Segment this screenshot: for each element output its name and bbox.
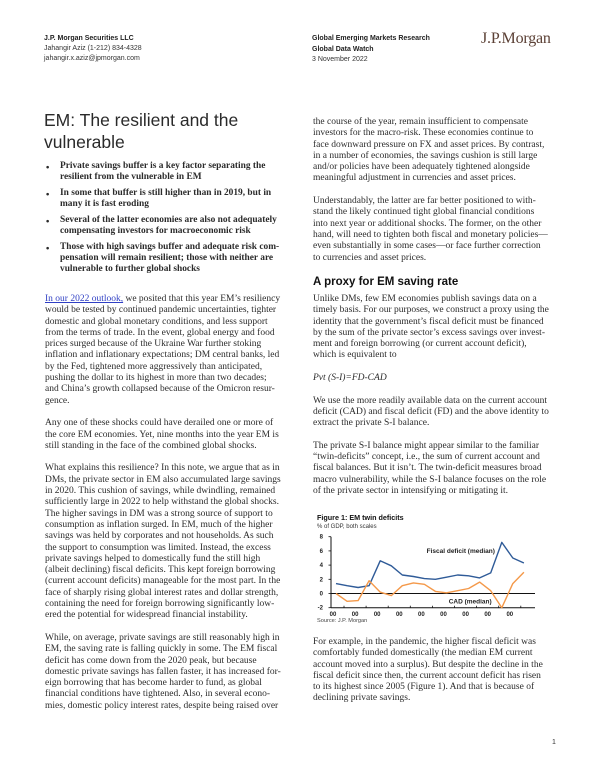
text-line: in 2020. This cushion of savings, while dwindling, remained [45, 486, 276, 497]
text-line: which is equivalent to [313, 350, 397, 361]
paragraph-savings-average [45, 633, 281, 712]
text-line: declining private savings. [313, 693, 411, 704]
header-left [44, 34, 142, 64]
x-tick-label: 00 [462, 612, 469, 619]
text-line: deficit has come down from the 2020 peak, but because [45, 655, 257, 666]
text-line: private savings helped to domestically fund the still high [45, 553, 261, 564]
text-line: mies, domestic policy interest rates, despite being raised over [45, 700, 279, 711]
text-line: domestic private savings has fallen faster, it has increased for- [45, 666, 281, 677]
text-line: comfortably funded domestically (the median EM current [313, 648, 533, 659]
paragraph-gap [313, 430, 549, 441]
left-column-body [45, 294, 281, 712]
analyst-contact: Jahangir Aziz (1-212) 834-4328 [44, 45, 142, 52]
text-line: inflation and inflationary expectations; DM central banks, led [45, 350, 280, 361]
text-line: ment and foreign borrowing (or current account deficit), [313, 339, 527, 350]
text-line: still standing in the face of the combined global shocks. [45, 440, 257, 451]
text-line: extract the private S-I balance. [313, 418, 430, 429]
research-group: Global Emerging Markets Research [312, 35, 430, 42]
text-line: Understandably, the latter are far better positioned to with- [313, 196, 536, 207]
outlook-link[interactable]: In our 2022 outlook, [45, 294, 124, 304]
text-line: Any one of these shocks could have derailed one or more of [45, 418, 274, 429]
text-line: pushing the dollar to its highest in more than two decades; [45, 373, 267, 384]
text-line: by the Fed, tightened more aggressively than anticipated, [45, 361, 263, 372]
x-tick-label: 00 [484, 612, 492, 619]
y-tick-label: 8 [319, 534, 323, 541]
bullet-line: many it is fast eroding [60, 199, 149, 209]
y-tick-label: 0 [319, 591, 323, 598]
text-line: We use the more readily available data on the current account [313, 395, 547, 406]
paragraph-proxy [313, 294, 549, 362]
text-span: we posited that this year EM’s resiliency [123, 294, 281, 304]
text-line: The private S-I balance might appear similar to the familiar [313, 440, 540, 451]
text-line: savings was held by corporates and not households. As such [45, 531, 274, 542]
header-right [312, 34, 430, 65]
text-line: sufficiently large in 2022 to help withstand the global shocks. [45, 497, 279, 508]
title-line: vulnerable [44, 132, 125, 152]
text-line: fiscal deficit since then, the current account deficit has risen [313, 670, 541, 681]
x-tick-label: 00 [329, 612, 337, 619]
text-line: timely basis. For our purposes, we construct a proxy using the [313, 305, 549, 316]
paragraph-gap [313, 362, 549, 373]
formula [313, 373, 549, 384]
text-line: face of sharply rising global interest rates and dollar strength, [45, 587, 279, 598]
bullet-line: resilient from the vulnerable in EM [60, 172, 202, 182]
text-line: (current account deficits) manageable for the most part. In the [45, 576, 281, 587]
page-title [44, 109, 238, 153]
text-line: domestic and global monetary conditions, and less support [45, 316, 268, 327]
paragraph-resilience [45, 463, 281, 621]
text-line: would be tested by continued pandemic uncertainties, tighter [45, 305, 277, 316]
bullet-item [46, 188, 279, 210]
publication-date: 3 November 2022 [312, 56, 368, 63]
bullet-line: Those with high savings buffer and adequate risk com- [60, 242, 280, 252]
text-line: and/or policies have been adequately tightened alongside [313, 162, 530, 173]
company-name: J.P. Morgan Securities LLC [44, 35, 134, 42]
bullet-line: Private savings buffer is a key factor separating the [60, 161, 266, 171]
text-line: investors for the macro-risk. These economies continue to [313, 128, 534, 139]
text-line: While, on average, private savings are still reasonably high in [45, 632, 280, 643]
y-tick-label: 6 [319, 548, 323, 555]
paragraph-gap [45, 407, 281, 418]
x-tick-label: 00 [373, 612, 381, 619]
text-line: EM, the saving rate is falling quickly in some. The EM fiscal [45, 644, 278, 655]
text-line: deficit (CAD) and fiscal deficit (FD) and the above identity to [313, 406, 549, 417]
x-tick-label: 00 [418, 612, 425, 619]
text-line: from the terms of trade. In the event, global energy and food [45, 327, 275, 338]
text-line: and China’s growth collapsed because of the Omicron resur- [45, 384, 275, 395]
text-line: What explains this resilience? In this note, we argue that as in [45, 463, 280, 474]
bullet-icon: • [46, 161, 50, 172]
text-line: “twin-deficits” concept, i.e., the sum of current account and [313, 452, 540, 463]
bullet-icon: • [46, 242, 50, 253]
figure-subtitle: % of GDP, both scales [317, 524, 377, 530]
summary-bullets [46, 161, 279, 280]
y-tick-label: -2 [317, 605, 323, 612]
bullet-icon: • [46, 188, 50, 199]
text-line: financial conditions have tightened. Also, in several econo- [45, 689, 271, 700]
paragraph-gap [313, 384, 549, 395]
y-tick-label: 2 [319, 577, 323, 584]
right-column-section [313, 294, 549, 497]
paragraph-twin-deficits [313, 441, 549, 497]
text-line: gence. [45, 395, 70, 406]
text-line: into next year or additional shocks. The former, on the other [313, 218, 542, 229]
text-line: The higher savings in DM was a strong source of support to [45, 508, 273, 519]
paragraph-gap [45, 622, 281, 633]
text-line: identity that the government’s fiscal deficit must be financed [313, 316, 544, 327]
twin-deficits-chart [305, 530, 545, 625]
text-line [45, 294, 281, 305]
text-line: fiscal balances. But it isn’t. The twin-deficit measures broad [313, 463, 542, 474]
paragraph-gap [313, 185, 548, 196]
text-line: consumption as inflation surged. In EM, much of the higher [45, 519, 273, 530]
text-line: the support to consumption was limited. Instead, the excess [45, 542, 271, 553]
text-line: stand the likely continued tight global financial conditions [313, 207, 535, 218]
bullet-line: compensating investors for macroeconomic risk [60, 226, 251, 236]
title-line: EM: The resilient and the [44, 110, 239, 130]
bullet-line: Several of the latter economies are also not adequately [60, 215, 277, 225]
paragraph-continued [313, 117, 548, 185]
text-line: of the private sector in intensifying or mitigating it. [313, 486, 508, 497]
text-line: ered the potential for widespread financial instability. [45, 610, 248, 621]
formula-line: Pvt (S-I)=FD-CAD [313, 373, 387, 384]
text-line: Unlike DMs, few EM economies publish savings data on a [313, 294, 537, 304]
analyst-email[interactable]: jahangir.x.aziz@jpmorgan.com [44, 55, 140, 62]
text-line: to its highest since 2005 (Figure 1). And that is because of [313, 682, 535, 693]
bullet-item [46, 242, 279, 275]
fiscal-deficit-label: Fiscal deficit (median) [426, 548, 495, 556]
right-column-top [313, 117, 548, 264]
paragraph-understandably [313, 196, 548, 264]
text-line: by the sum of the private sector’s excess savings over invest- [313, 327, 545, 338]
text-line: face downward pressure on FX and asset prices. By contrast, [313, 139, 545, 150]
jpmorgan-logo: J.P.Morgan [481, 30, 551, 47]
publication-name: Global Data Watch [312, 46, 374, 53]
text-line: account moved into a surplus). But despite the decline in the [313, 659, 543, 670]
bullet-line: pensation will remain resilient; those with neither are [60, 253, 274, 263]
cad-label: CAD (median) [448, 598, 492, 606]
bullet-line: In some that buffer is still higher than in 2019, but in [60, 188, 272, 198]
paragraph-outlook [45, 294, 281, 407]
paragraph-shocks [45, 418, 281, 452]
figure-title: Figure 1: EM twin deficits [317, 513, 404, 522]
figure-source: Source: J.P. Morgan [317, 618, 368, 624]
text-line: hand, will need to tighten both fiscal and monetary policies— [313, 229, 548, 240]
paragraph-gap [45, 452, 281, 463]
text-line: meaningful adjustment in currencies and asset prices. [313, 173, 516, 184]
text-line: DMs, the private sector in EM also accumulated large savings [45, 474, 281, 485]
text-line: prices surged because of the Ukraine War further stoking [45, 339, 262, 350]
page-number: 1 [552, 739, 556, 746]
x-tick-label: 00 [506, 612, 514, 619]
paragraph-data-use [313, 396, 549, 430]
text-line: eign borrowing that has become harder to fund, as global [45, 678, 262, 689]
bullet-item [46, 161, 279, 183]
text-line: the core EM economies. Yet, nine months into the year EM is [45, 429, 279, 440]
text-line: the course of the year, remain insufficient to compensate [313, 117, 528, 127]
text-line: even substantially in some cases—or face further correction [313, 241, 541, 252]
section-heading: A proxy for EM saving rate [313, 276, 459, 288]
x-tick-label: 00 [440, 612, 447, 619]
cad-line [336, 572, 524, 608]
text-line: For example, in the pandemic, the higher fiscal deficit was [313, 637, 536, 647]
paragraph-pandemic [313, 637, 543, 705]
text-line: containing the need for foreign borrowing significantly low- [45, 599, 275, 610]
bullet-item [46, 215, 279, 237]
right-column-bottom [313, 637, 543, 705]
bullet-icon: • [46, 215, 50, 226]
x-tick-label: 00 [351, 612, 359, 619]
text-line: macro vulnerability, while the S-I balance focuses on the role [313, 474, 547, 485]
x-tick-label: 00 [395, 612, 403, 619]
text-line: (albeit declining) fiscal deficits. This kept foreign borrowing [45, 565, 276, 576]
text-line: to currencies and asset prices. [313, 252, 427, 263]
bullet-line: vulnerable to further global shocks [60, 264, 200, 274]
y-tick-label: 4 [319, 563, 323, 570]
text-line: in a number of economies, the savings cushion is still large [313, 150, 538, 161]
